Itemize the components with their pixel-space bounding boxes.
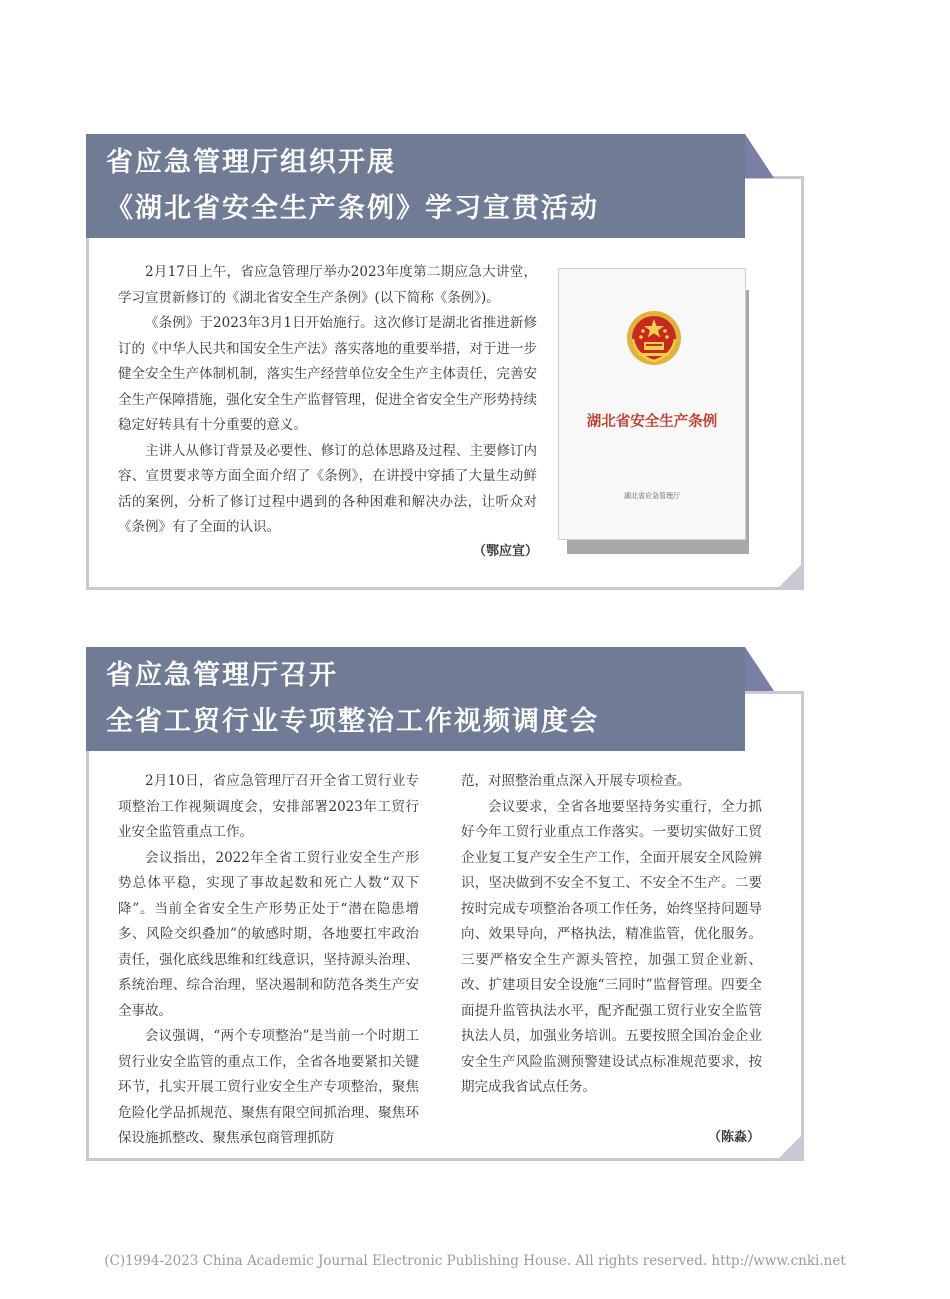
article1-paragraph: 2月17日上午，省应急管理厅举办2023年度第二期应急大讲堂，学习宣贯新修订的《湖北省安全生产条例》(以下简称《条例》)。 [118,264,537,306]
article2-paragraph: 2月10日，省应急管理厅召开全省工贸行业专项整治工作视频调度会，安排部署2023年工贸行业安全监管重点工作。 [118,773,419,840]
article1-title-line2: 《湖北省安全生产条例》学习宣贯活动 [106,193,599,224]
article1-title-line1: 省应急管理厅组织开展 [106,147,396,178]
article1-author: （鄂应宣） [472,544,538,559]
book-publisher: 湖北省应急管理厅 [624,492,680,500]
article2-left-column [118,769,419,1152]
article2-title-line1: 省应急管理厅召开 [106,660,338,691]
article2-paragraph: 会议要求，全省各地要坚持务实重行，全力抓好今年工贸行业重点工作落实。一要切实做好工贸企业复工复产安全生产工作，全面开展安全风险辨识，坚决做到不安全不复工、不安全不生产。二要按时完成专项整治各项工作任务，始终坚持问题导向、效果导向，严格执法，精准监管，优化服务。三要严格安全生产源头管控，加强工贸企业新、改、扩建项目安全设施“三同时”监督管理。四要全面提升监管执法水平，配齐配强工贸行业安全监管执法人员，加强业务培训。五要按照全国冶金企业安全生产风险监测预警建设试点标准规范要求，按期完成我省试点任务。 [461,798,762,1095]
article1-paragraph: 主讲人从修订背景及必要性、修订的总体思路及过程、主要修订内容、宣贯要求等方面全面介绍了《条例》，在讲授中穿插了大量生动鲜活的案例，分析了修订过程中遇到的各种困难和解决办法，让听众对《条例》有了全面的认识。 [118,442,537,535]
copyright-footer: (C)1994-2023 China Academic Journal Electronic Publishing House. All rights reserved. http://www.cnki.net [104,1253,846,1269]
article2-right-column [461,769,762,1101]
book-cover-image [558,268,746,540]
article1-corner-bottom [779,565,801,587]
article2-paragraph: 会议指出，2022年全省工贸行业安全生产形势总体平稳，实现了事故起数和死亡人数“双下降”。当前全省安全生产形势正处于“潜在隐患增多、风险交织叠加”的敏感时期，各地要扛牢政治责任，强化底线思维和红线意识，坚持源头治理、系统治理、综合治理，坚决遏制和防范各类生产安全事故。 [118,849,419,1019]
article1-body [118,260,537,541]
article2-author: （陈淼） [707,1130,760,1145]
article2-title-banner [86,647,745,751]
national-emblem-icon [625,309,683,367]
book-title: 湖北省安全生产条例 [586,413,718,430]
article2-corner-fold [745,647,774,691]
article2-title-line2: 全省工贸行业专项整治工作视频调度会 [106,706,599,737]
article2-corner-bottom [779,1136,801,1158]
article2-paragraph: 会议强调，“两个专项整治”是当前一个时期工贸行业安全监管的重点工作，全省各地要紧扣关键环节，扎实开展工贸行业安全生产专项整治，聚焦危险化学品抓规范、聚焦有限空间抓治理、聚焦环保设施抓整改、聚焦承包商管理抓防 [118,1028,419,1146]
article1-paragraph: 《条例》于2023年3月1日开始施行。这次修订是湖北省推进新修订的《中华人民共和国安全生产法》落实落地的重要举措，对于进一步健全安全生产体制机制，落实生产经营单位安全生产主体责任，完善安全生产保障措施，强化安全生产监督管理，促进全省安全生产形势持续稳定好转具有十分重要的意义。 [118,315,537,433]
article2-paragraph-continuation: 范，对照整治重点深入开展专项检查。 [461,773,691,789]
article1-corner-fold [745,134,774,178]
article1-title-banner [86,134,745,238]
